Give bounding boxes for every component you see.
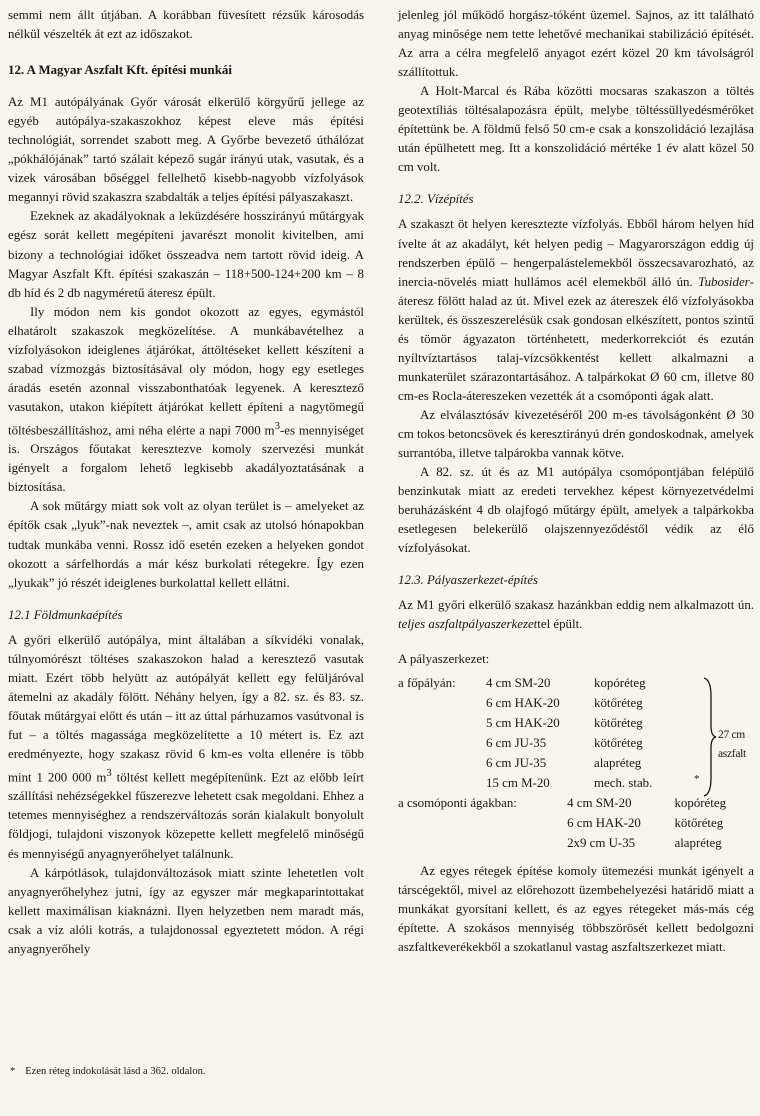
footnote	[10, 1066, 205, 1077]
layer-type: kopóréteg	[674, 795, 727, 810]
paragraph	[8, 303, 364, 498]
main-pavement-table	[398, 674, 694, 794]
layer-type: kopóréteg	[594, 675, 646, 690]
row-label	[398, 734, 486, 754]
section-heading: 12. A Magyar Aszfalt Kft. építési munkái	[8, 63, 232, 78]
subsection-heading: 12.2. Vízépítés	[398, 192, 474, 207]
paragraph: Az elválasztósáv kivezetéséről 200 m-es távolságonként Ø 30 cm tokos betoncsövek és keresztirányú drén gondoskodnak, amelyek surrantóba, illetve talpárokba vannak kötve.	[398, 407, 754, 461]
asterisk-mark: *	[694, 772, 700, 785]
layer-thickness: 5 cm HAK-20	[486, 715, 560, 730]
paragraph: Az egyes rétegek építése komoly ütemezési munkát igényelt a társcégektől, mivel az előrehozott üzembehelyezési határidő miatt a munkákat gyorsítani kellett, és az egyes rétegeket más-más cég építette. A szokásos mennyiség többszörösét kellett bedolgozni aszfaltkeverékekből a szokatlanul vastag aszfaltszerkezet miatt.	[398, 863, 754, 954]
subsection-heading: 12.1 Földmunkaépítés	[8, 607, 123, 622]
subsection-heading: 12.3. Pályaszerkezet-építés	[398, 573, 538, 588]
layer-type: alapréteg	[674, 835, 722, 850]
pavement-row	[398, 694, 694, 714]
layer-type: kötőréteg	[594, 735, 643, 750]
row-label	[398, 814, 567, 834]
row-label	[398, 754, 486, 774]
layer-type: kötőréteg	[674, 815, 724, 830]
row-label	[398, 774, 486, 794]
layer-thickness: 4 cm SM-20	[567, 795, 632, 810]
layer-thickness: 6 cm JU-35	[486, 755, 547, 770]
pavement-row	[398, 714, 694, 734]
paragraph: A 82. sz. út és az M1 autópálya csomópontjában felépülő benzinkutak miatt az eredeti tervekhez képest környezetvédelmi beruházásként 4 db olajfogó műtárgy épült, amelyek a talpárkokba esetlegesen belekerülő olajszennyeződéstől védik az élő vízfolyásokat.	[398, 465, 754, 556]
paragraph: Az M1 autópályának Győr városát elkerülő körgyűrű jellege az egyéb autópálya-szakaszokhoz képest eleve más építési technológiát, sorrendet szabott meg. A Győrbe bevezető úthálózat „pókhálójának” tartó szálait képező sugár irányú utak, vasutak, és a vizek városában bőséggel fellelhető kisebb-nagyobb vízfolyások megannyi rövid szakaszra szabdalták a teljes építési pályaszakaszt.	[8, 95, 364, 205]
pavement-row	[398, 814, 754, 834]
footnote-marker: *	[10, 1066, 16, 1077]
layer-thickness: 2x9 cm U-35	[567, 835, 636, 850]
text-run: -es mennyiséget is. Országos főutakat keresztezve komoly szervezési munkát igényelt a forgalom lehető legkisebb akadályoztatásának a biztosítása.	[8, 423, 364, 495]
pavement-row	[398, 734, 694, 754]
row-label	[398, 834, 567, 854]
pavement-row	[398, 674, 694, 694]
pavement-title: A pályaszerkezet:	[398, 652, 490, 667]
italic-term: Tubosider	[698, 274, 750, 289]
row-label	[398, 714, 486, 734]
layer-thickness: 6 cm JU-35	[486, 735, 547, 750]
paragraph: A Holt-Marcal és Rába közötti mocsaras szakaszon a töltés geotextíliás töltésalapozásra épült, melybe töltéssüllyedésmérőket építettünk be. A földmű felső 50 cm-e csak a konszolidáció lezajlása után épülhetett meg. Itt a konszolidáció mértéke 1 év alatt közel 50 cm volt.	[398, 84, 754, 175]
text-run: tel épült.	[537, 617, 583, 632]
node-pavement-table	[398, 794, 754, 854]
paragraph: A kárpótlások, tulajdonváltozások miatt szinte lehetetlen volt anyagnyerőhelyhez jutni, így az egyszer már megkaparintottakat kellett maximálisan kiaknázni. Ilyen helyzetben nem maradt más, csak a víz alóli kotrás, a tulajdonossal egyeztetett módon. A régi anyagnyerőhely	[8, 865, 364, 956]
pavement-row	[398, 834, 754, 854]
right-column	[398, 6, 754, 957]
row-label: a csomóponti ágakban:	[398, 795, 517, 810]
pavement-row	[398, 774, 694, 794]
text-run: Ily módon nem kis gondot okozott az egyes, egymástól elhatárolt szakaszok megközelítése. A munkábavételhez a vízfolyásokon ideiglenes átjárókat, áttöltéseket kellett készíteni a szabad vízmozgás biztosításával oly módon, hogy egy esetleges áradás esetén azonnal visszabonthatóak legyenek. A keresztező vasutakon, utakon kiépített átjárókat kellett építeni a nagytömegű töltésbeszállításhoz, ami néha elérte a napi 7000 m	[8, 304, 364, 438]
pavement-row	[398, 794, 754, 814]
paragraph: Ezeknek az akadályoknak a leküzdésére hosszirányú műtárgyak egész sorát kellett megépíteni javarészt monolit kivitelben, ami bizony a technológiai időket összeadva nem tartott rövid ideig. A Magyar Aszfalt Kft. építési szakaszán – 118+500-124+200 km – 8 db híd és 2 db nagyméretű áteresz épült.	[8, 209, 364, 300]
superscript: 3	[106, 767, 112, 780]
text-run: A szakaszt öt helyen keresztezte vízfolyás. Ebből három helyen híd ívelte át az akadályt, két helyen pedig – Magyarországon eddig új rendszerben épülő – hengerpalástelemekből összecsavarozható, az inercia-növelés miatt hullámos acél elemekből álló ún.	[398, 217, 754, 289]
text-run: -áteresz fölött halad az út. Mivel ezek az átereszek élő vízfolyásokba kerültek, és összeszerelésük csak gondosan elkészített, pontos szintű és tömör ágyazaton történhetett, mederkorrekciót és ezután nyíltvíztartásos talaj-vízcsökkentést kellett alkalmazni a munkaterület szárazontartásához. A talpárkokat Ø 60 cm, illetve 80 cm-es Rocla-átereszeken vezették át a csomóponti ágak alatt.	[398, 274, 754, 403]
footnote-text: Ezen réteg indokolását lásd a 362. oldalon.	[25, 1066, 206, 1077]
layer-thickness: 6 cm HAK-20	[567, 815, 641, 830]
superscript: 3	[274, 419, 280, 432]
pavement-row	[398, 754, 694, 774]
paragraph	[398, 215, 754, 405]
paragraph: A sok műtárgy miatt sok volt az olyan terület is – amelyeket az építők csak „lyuk”-nak neveztek –, amit csak az utolsó hónapokban tudtak munkába venni. Rossz idő esetén ezeken a helyeken gondot okozott a sárfelhordás a már kész burkolati rétegekre. Így ezen „lyukak” jó részét ideiglenes burkolattal kellett ellátni.	[8, 499, 364, 590]
italic-term: teljes aszfaltpályaszerkezet	[398, 617, 538, 632]
text-run: töltést kellett megépítenünk. Ezt az előbb leírt szállítási nehézségekkel fűszerezve lehetett csak megoldani. Ehhez a tetemes mennyiséghez a rendszerváltozás során kialakult bonyolult földjogi, tulajdoni viszonyok közepette kellett megfelelő minőségű és mennyiségű anyagnyerőhelyet találnunk.	[8, 770, 364, 861]
layer-thickness: 15 cm M-20	[486, 775, 550, 790]
row-label: a főpályán:	[398, 675, 456, 690]
layer-thickness: 6 cm HAK-20	[486, 695, 560, 710]
paragraph: semmi nem állt útjában. A korábban füvesített rézsűk károsodás nélkül vészelték át ezt az időszakot.	[8, 8, 364, 42]
paragraph	[8, 631, 364, 864]
text-run: Az M1 győri elkerülő szakasz hazánkban eddig nem alkalmazott ún.	[398, 598, 754, 613]
layer-thickness: 4 cm SM-20	[486, 675, 551, 690]
paragraph: jelenleg jól működő horgász-tóként üzemel. Sajnos, az itt található anyag minősége nem tette lehetővé mechanikai stabilizáció építését. Az arra a célra megfelelő anyagot ezért közel 20 km távolságról szállítottuk.	[398, 8, 754, 80]
paragraph	[398, 596, 754, 634]
left-column	[8, 6, 364, 959]
layer-type: mech. stab.	[594, 775, 653, 790]
total-thickness: 27 cm aszfalt	[718, 728, 746, 760]
layer-type: kötőréteg	[594, 715, 643, 730]
brace-icon	[702, 676, 718, 798]
layer-type: kötőréteg	[594, 695, 643, 710]
pavement-structure	[398, 674, 754, 854]
row-label	[398, 694, 486, 714]
layer-type: alapréteg	[594, 755, 642, 770]
text-run: A győri elkerülő autópálya, mint általában a síkvidéki vonalak, túlnyomórészt töltéses szakaszokon halad a keresztező vasutak miatt. Ezért több helyütt az autópályát kellett egy felüljáróval átemelni az akadály fölött. Néhány helyen, így a 82. sz. és 83. sz. főutak műtárgyai előtt és után – itt az úttal párhuzamos vasútvonal is fut – a töltés magassága megközelítette a 10 métert is. Ez azt eredményezte, hogy szakasz rövid 6 km-es volta ellenére is több mint 1 200 000 m	[8, 632, 364, 785]
